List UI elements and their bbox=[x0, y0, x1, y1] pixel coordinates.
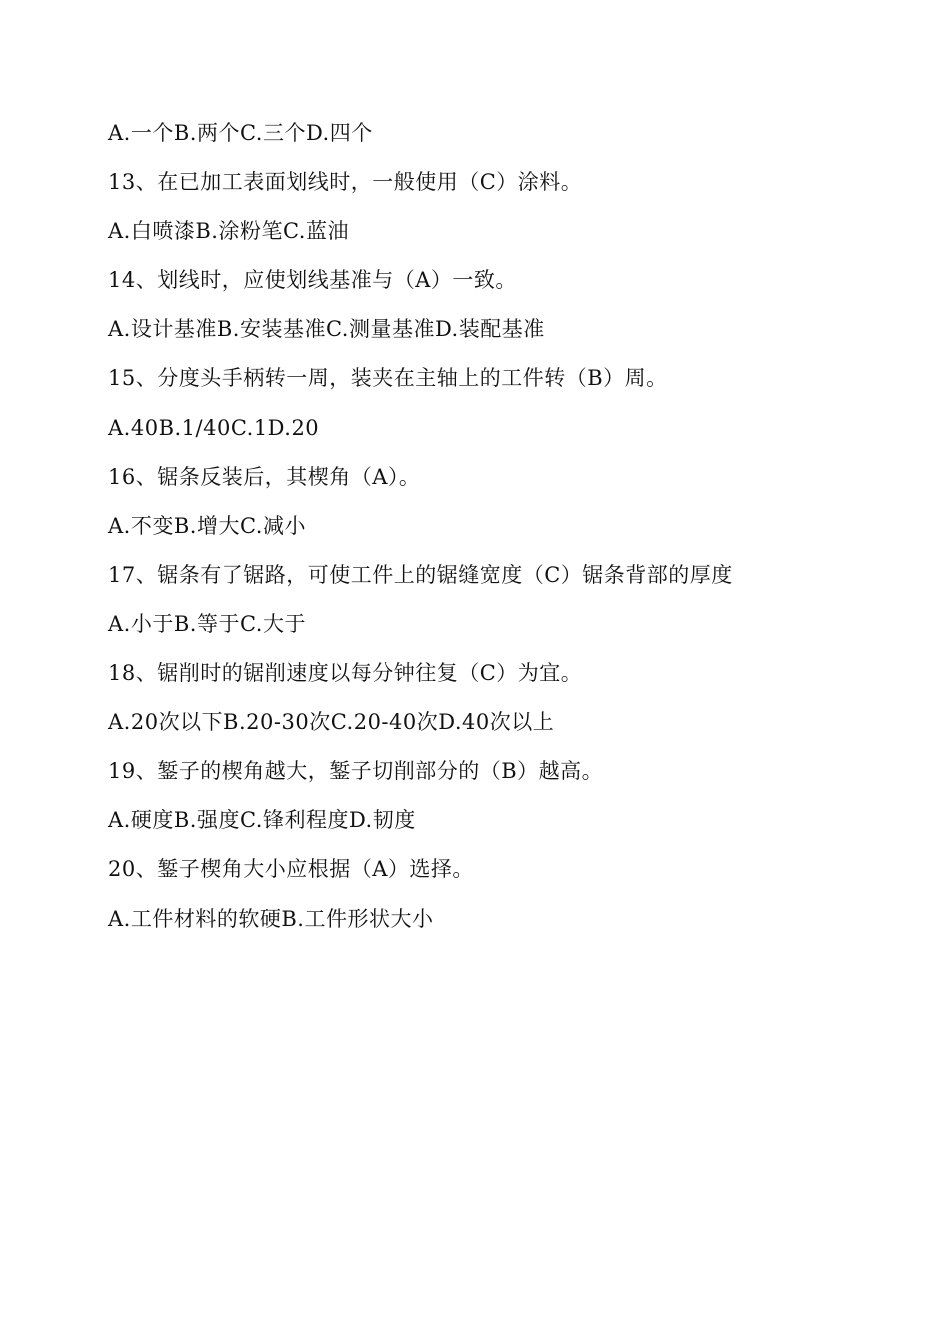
question-20: 20、錾子楔角大小应根据（A）选择。 bbox=[108, 857, 474, 882]
question-16: 16、锯条反装后，其楔角（A）。 bbox=[108, 464, 421, 489]
question-15: 15、分度头手柄转一周，装夹在主轴上的工件转（B）周。 bbox=[108, 366, 668, 391]
question-17: 17、锯条有了锯路，可使工件上的锯缝宽度（C）锯条背部的厚度 bbox=[108, 562, 733, 587]
question-18: 18、锯削时的锯削速度以每分钟往复（C）为宜。 bbox=[108, 661, 583, 686]
options-q15: A.40B.1/40C.1D.20 bbox=[108, 415, 320, 440]
options-q18: A.20次以下B.20-30次C.20-40次D.40次以上 bbox=[108, 710, 555, 735]
options-q13: A.白喷漆B.涂粉笔C.蓝油 bbox=[108, 219, 349, 244]
options-q19: A.硬度B.强度C.锋利程度D.韧度 bbox=[108, 808, 416, 833]
options-q12: A.一个B.两个C.三个D.四个 bbox=[108, 121, 373, 145]
question-14: 14、划线时，应使划线基准与（A）一致。 bbox=[108, 268, 517, 293]
question-list bbox=[108, 113, 908, 948]
options-q16: A.不变B.增大C.减小 bbox=[108, 513, 306, 538]
options-q14: A.设计基准B.安装基准C.测量基准D.装配基准 bbox=[108, 317, 545, 342]
question-19: 19、錾子的楔角越大，錾子切削部分的（B）越高。 bbox=[108, 759, 604, 784]
options-q17: A.小于B.等于C.大于 bbox=[108, 611, 306, 636]
options-q20: A.工件材料的软硬B.工件形状大小 bbox=[108, 906, 434, 931]
question-13: 13、在已加工表面划线时，一般使用（C）涂料。 bbox=[108, 170, 583, 195]
